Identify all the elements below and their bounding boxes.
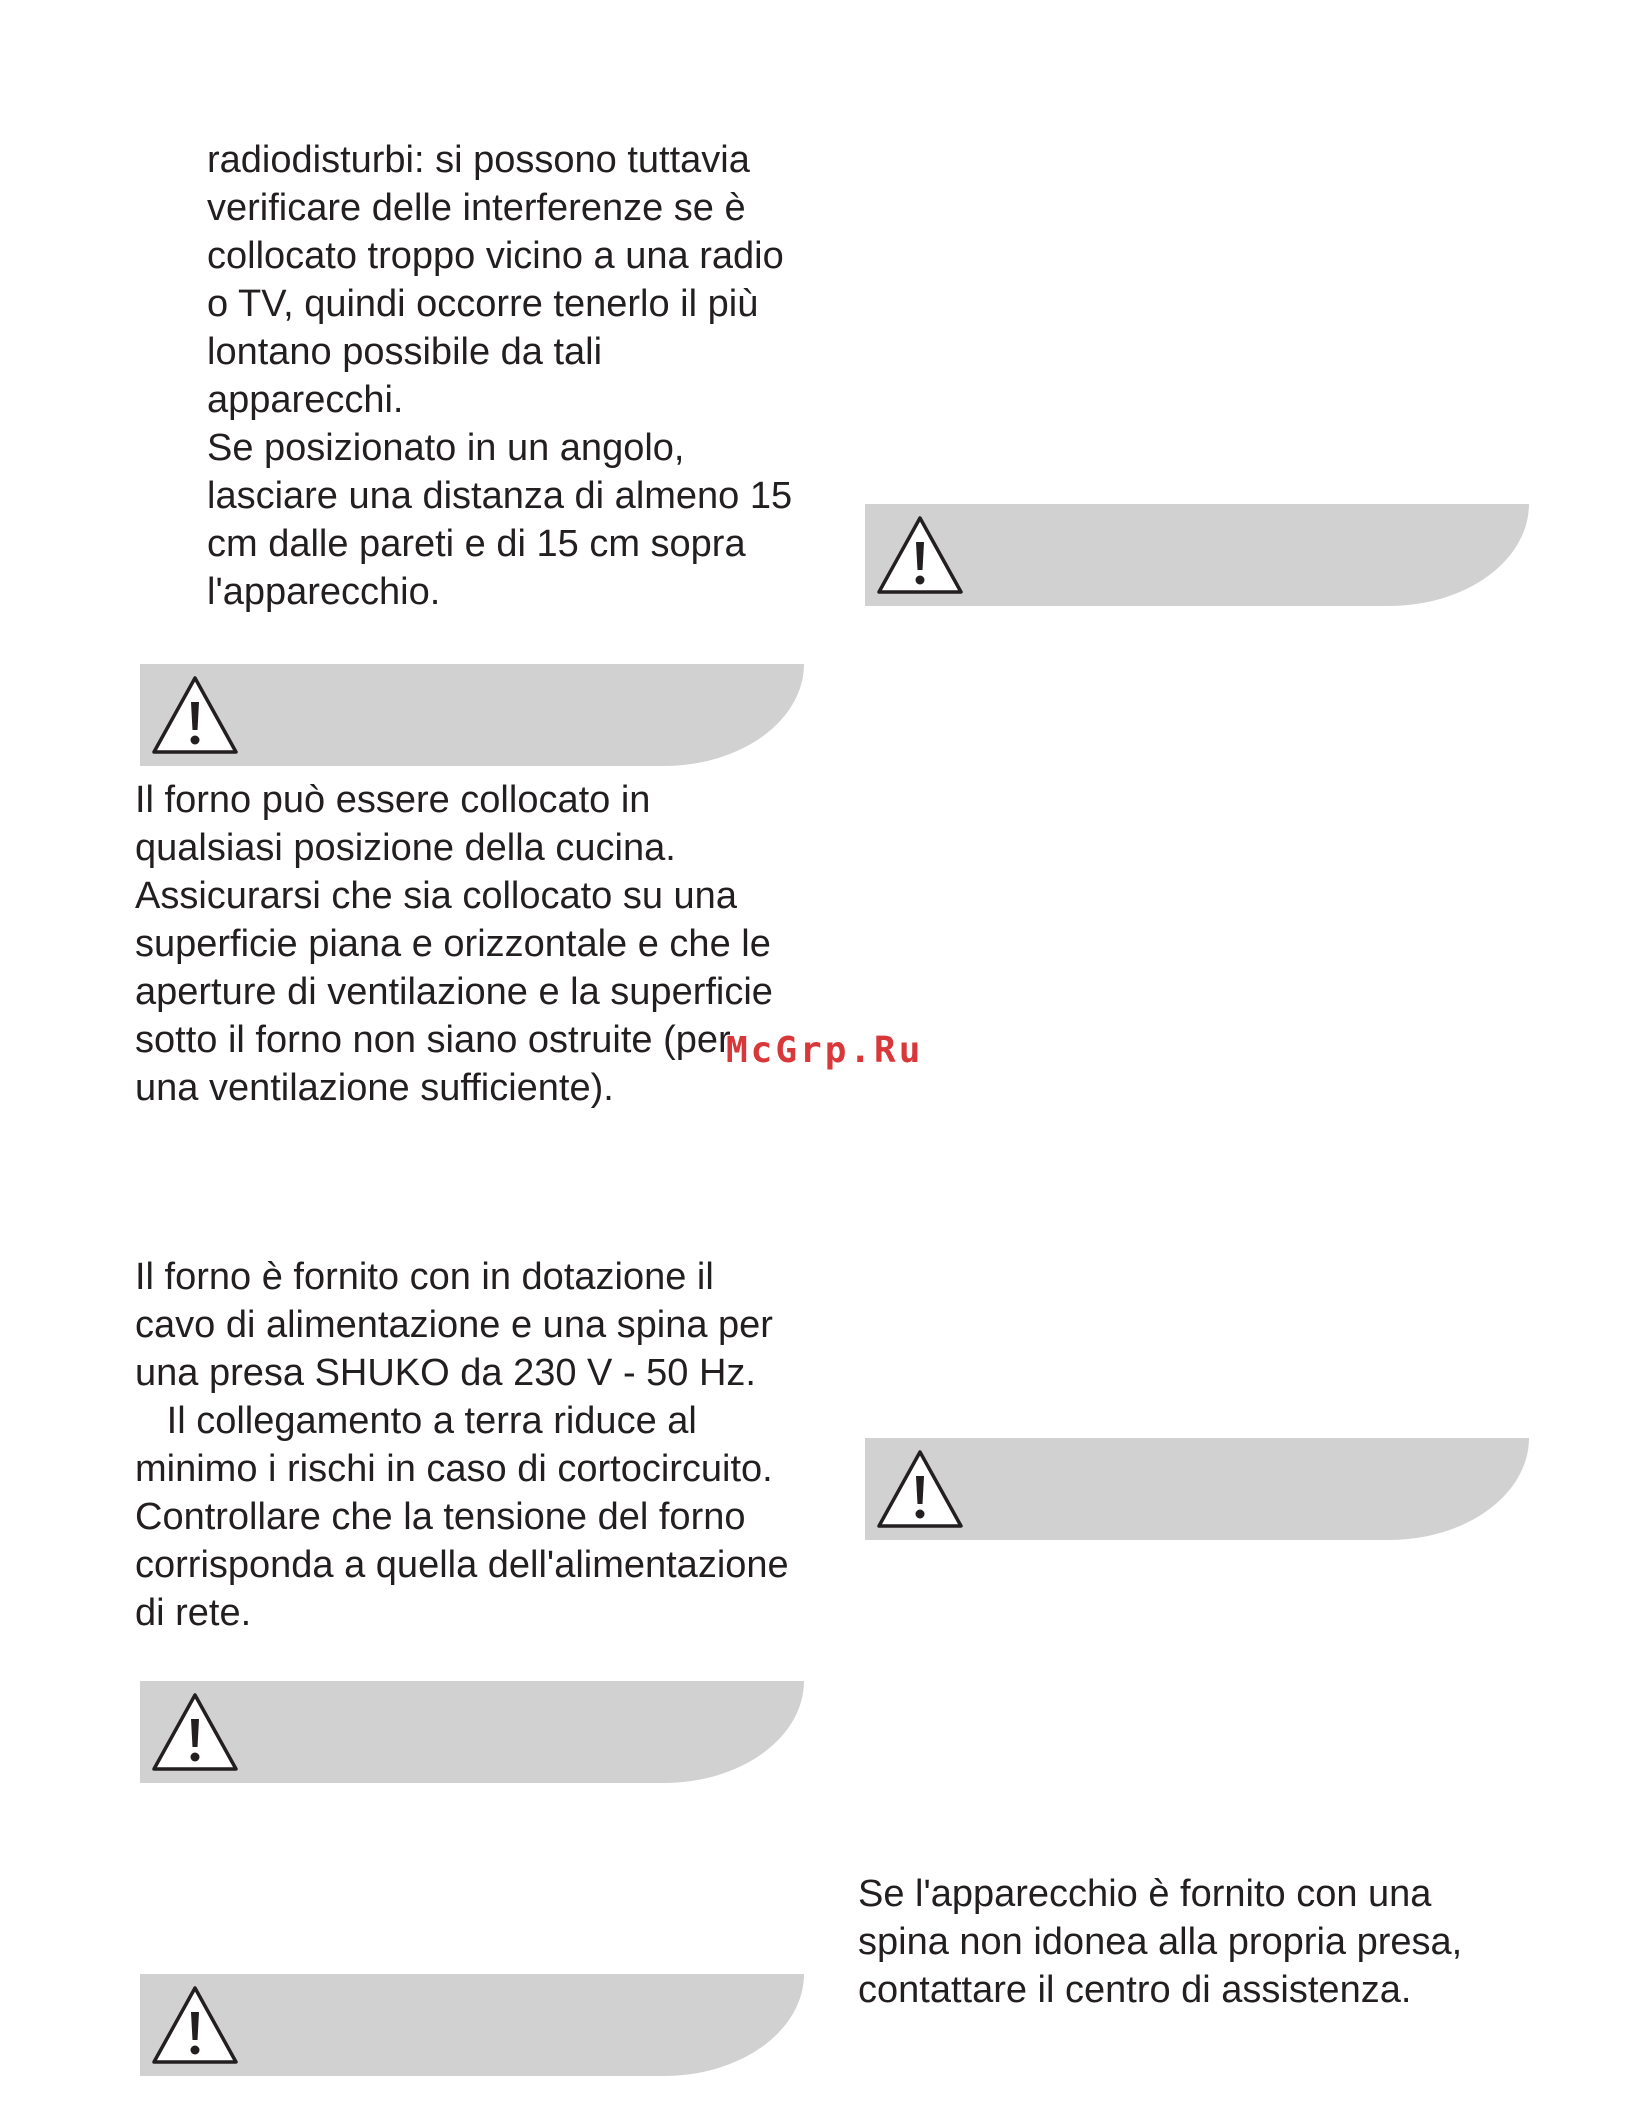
text-line: Assicurarsi che sia collocato su una xyxy=(135,875,737,917)
text-line: apparecchi. xyxy=(207,379,404,421)
text-line: Se l'apparecchio è fornito con una xyxy=(858,1873,1432,1915)
text-line: lasciare una distanza di almeno 15 xyxy=(207,475,793,517)
text-line: una ventilazione sufficiente). xyxy=(135,1067,614,1109)
text-block-positioning xyxy=(135,776,773,1112)
text-line: di rete. xyxy=(135,1592,252,1634)
text-line: superficie piana e orizzontale e che le xyxy=(135,923,771,965)
text-line: cm dalle pareti e di 15 cm sopra xyxy=(207,523,746,565)
text-block-placement-notes xyxy=(207,136,792,616)
warning-triangle-icon xyxy=(150,674,240,756)
text-line: Il collegamento a terra riduce al xyxy=(135,1400,697,1442)
text-line: o TV, quindi occorre tenerlo il più xyxy=(207,283,759,325)
warning-triangle-icon xyxy=(150,1984,240,2066)
warning-triangle-icon xyxy=(150,1691,240,1773)
text-line: corrisponda a quella dell'alimentazione xyxy=(135,1544,789,1586)
warning-triangle-icon xyxy=(875,1448,965,1530)
text-line: cavo di alimentazione e una spina per xyxy=(135,1304,773,1346)
text-block-power-supply xyxy=(135,1253,789,1637)
text-line: contattare il centro di assistenza. xyxy=(858,1969,1412,2011)
text-line: collocato troppo vicino a una radio xyxy=(207,235,784,277)
text-line: Se posizionato in un angolo, xyxy=(207,427,685,469)
text-line: una presa SHUKO da 230 V - 50 Hz. xyxy=(135,1352,756,1394)
warning-banner xyxy=(140,664,804,766)
warning-banner xyxy=(865,1438,1529,1540)
text-line: l'apparecchio. xyxy=(207,571,441,613)
warning-banner xyxy=(140,1681,804,1783)
warning-banner xyxy=(865,504,1529,606)
text-line: Controllare che la tensione del forno xyxy=(135,1496,746,1538)
text-line: minimo i rischi in caso di cortocircuito. xyxy=(135,1448,773,1490)
text-line: lontano possibile da tali xyxy=(207,331,603,373)
text-line: qualsiasi posizione della cucina. xyxy=(135,827,676,869)
text-line: radiodisturbi: si possono tuttavia xyxy=(207,139,750,181)
text-line: spina non idonea alla propria presa, xyxy=(858,1921,1463,1963)
warning-triangle-icon xyxy=(875,514,965,596)
text-block-plug-notice xyxy=(858,1870,1462,2014)
text-line: verificare delle interferenze se è xyxy=(207,187,746,229)
text-line: sotto il forno non siano ostruite (per xyxy=(135,1019,731,1061)
watermark: McGrp.Ru xyxy=(726,1030,924,1071)
text-line: aperture di ventilazione e la superficie xyxy=(135,971,773,1013)
text-line: Il forno è fornito con in dotazione il xyxy=(135,1256,714,1298)
text-line: Il forno può essere collocato in xyxy=(135,779,651,821)
warning-banner xyxy=(140,1974,804,2076)
